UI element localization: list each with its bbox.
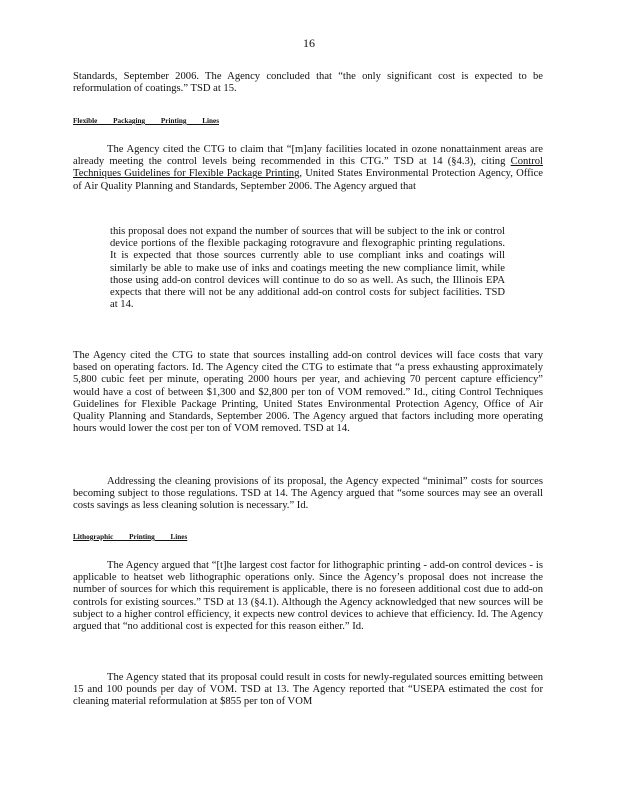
paragraph-cleaning-provisions xyxy=(73,476,543,513)
page-number: 16 xyxy=(303,36,315,50)
paragraph-cleaning-provisions-text: Addressing the cleaning provisions of its proposal, the Agency expected “minimal” costs for sources becoming subject to those regulations. TSD at 14. The Agency argued that “some sources may see an overall costs savings as less cleaning solution is necessary.” Id. xyxy=(73,476,543,512)
citation-ctg-flexible-package-printing: Control Techniques Guidelines for Flexible Package Printing xyxy=(73,156,543,180)
paragraph-lithographic-cost-text: The Agency argued that “[t]he largest cost factor for lithographic printing - add-on control devices - is applicable to heatset web lithographic operations only. Since the Agency’s proposal does not increase the number of sources for which this requirement is applicable, there is no foreseen additional cost due to add-on controls for existing sources.” TSD at 13 (§4.1). Although the Agency acknowledged that new sources will be subject to a higher control efficiency, it expects new control devices to achieve that efficiency. Id. The Agency argued that “no additional cost is expected for this reason either.” Id. xyxy=(73,560,543,633)
paragraph-flexible-ctg xyxy=(73,144,543,193)
paragraph-flexible-ctg-text-b: , United States Environmental Protection Agency, Office of Air Quality Planning and Standards, September 2006. The Agency argued that xyxy=(73,168,543,192)
paragraph-add-on-costs: The Agency cited the CTG to state that sources installing add-on control devices will face costs that vary based on operating factors. Id. The Agency cited the CTG to estimate that “a press exhausting approximately 5,800 cubic feet per minute, operating 2000 hours per year, and achieving 70 percent capture efficiency” would have a cost of between $1,300 and $2,800 per ton of VOM removed.” Id., citing Control Techniques Guidelines for Flexible Package Printing, United States Environmental Protection Agency, Office of Air Quality Planning and Standards, September 2006. The Agency argued that factors including more operating hours would lower the cost per ton of VOM removed. TSD at 14. xyxy=(73,350,543,435)
block-quote-flexible: this proposal does not expand the number of sources that will be subject to the ink or control device portions of the flexible packaging rotogravure and flexographic printing regulations. It is expected that those sources currently able to use compliant inks and coatings will similarly be able to make use of inks and coatings meeting the new compliance limit, while those using add-on control devices will continue to do so as well. As such, the Illinois EPA expects that there will not be any additional add-on control costs for subject facilities. TSD at 14. xyxy=(110,226,505,311)
paragraph-standards-conclusion: Standards, September 2006. The Agency concluded that “the only significant cost is expected to be reformulation of coatings.” TSD at 15. xyxy=(73,71,543,95)
heading-lithographic: Lithographic Printing Lines xyxy=(73,533,188,541)
paragraph-flexible-ctg-text-a: The Agency cited the CTG to claim that “[m]any facilities located in ozone nonattainment areas are already meeting the control levels being recommended in this CTG.” TSD at 14 (§4.3), citing xyxy=(73,144,543,168)
paragraph-newly-regulated xyxy=(73,672,543,709)
heading-flexible-packaging: Flexible Packaging Printing Lines xyxy=(73,117,220,125)
paragraph-lithographic-cost xyxy=(73,560,543,633)
paragraph-newly-regulated-text: The Agency stated that its proposal could result in costs for newly-regulated sources emitting between 15 and 100 pounds per day of VOM. TSD at 13. The Agency reported that “USEPA estimated the cost for cleaning material reformulation at $855 per ton of VOM xyxy=(73,672,543,708)
